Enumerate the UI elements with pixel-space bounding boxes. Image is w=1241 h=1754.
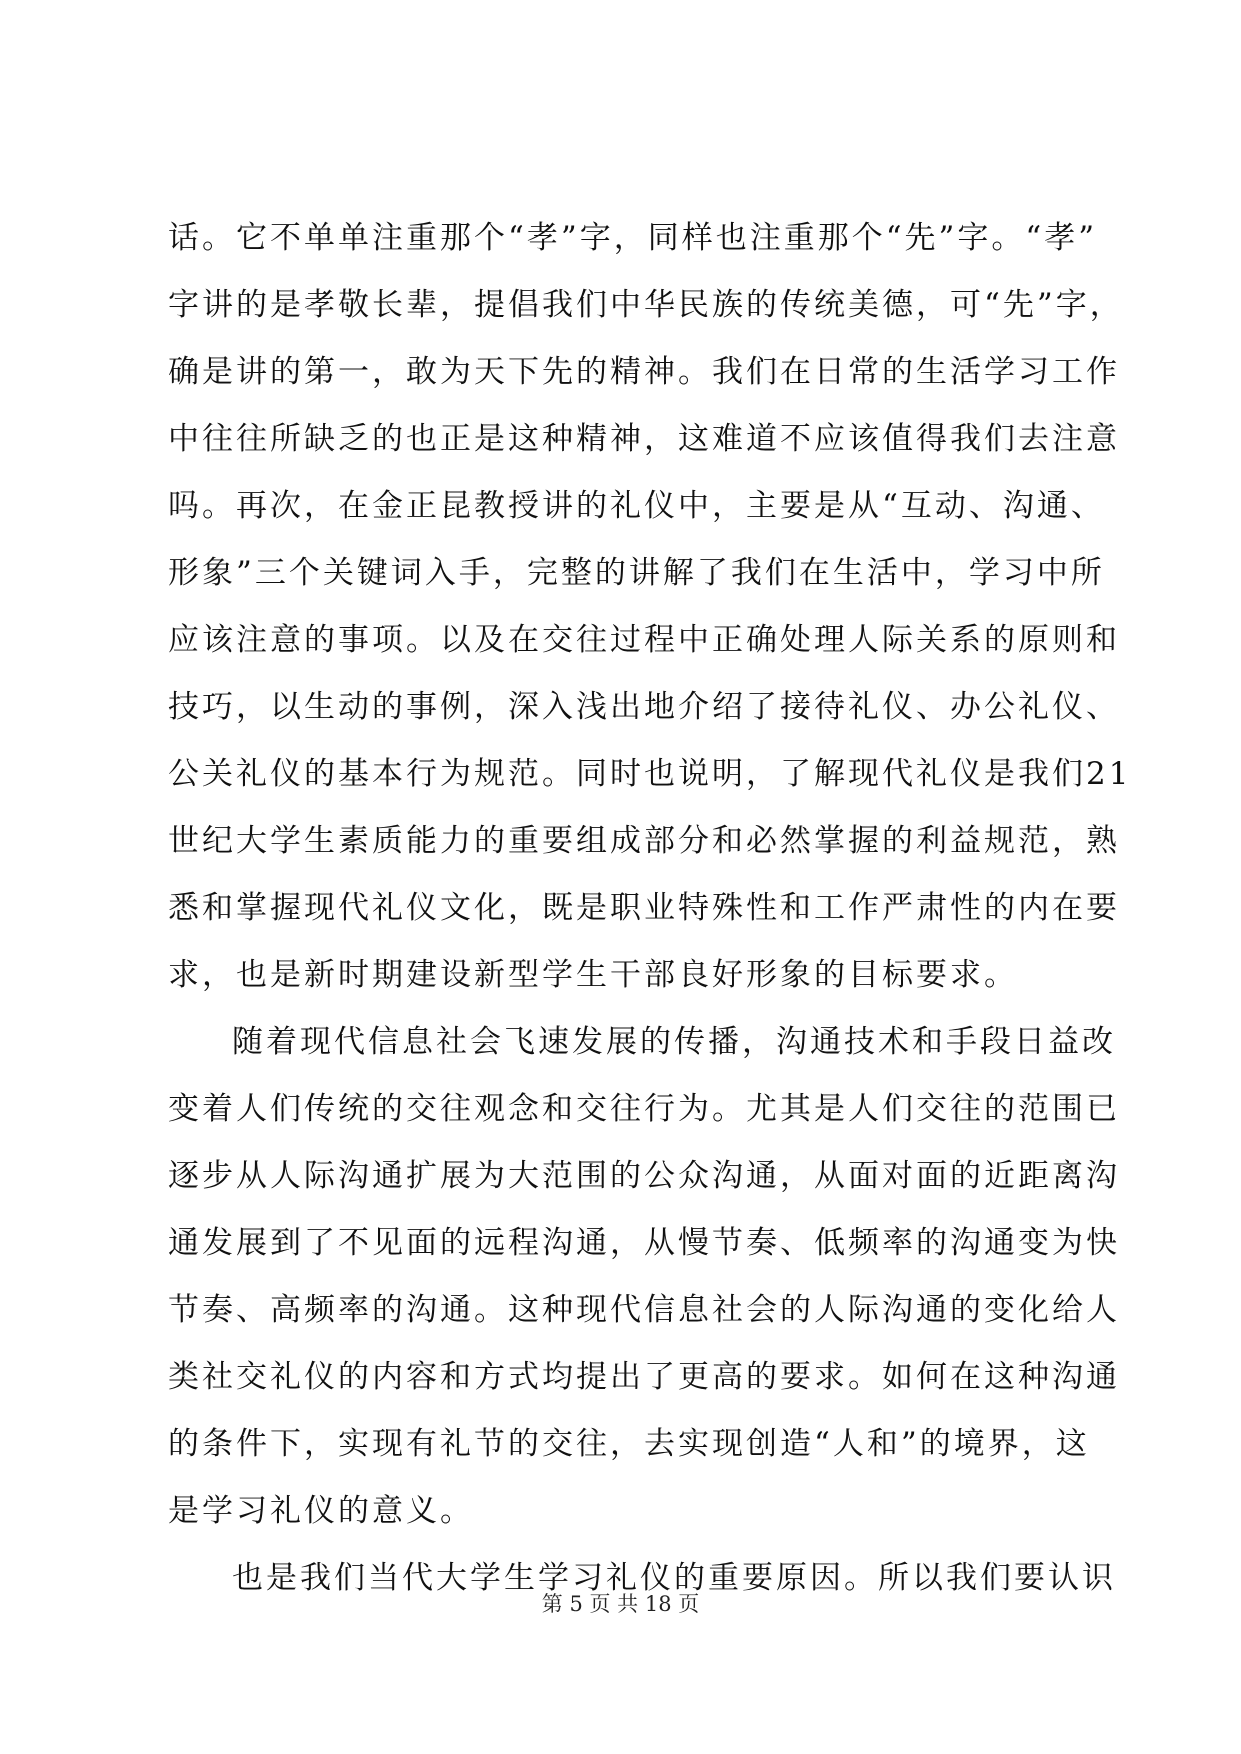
text-line: 节奏、高频率的沟通。这种现代信息社会的人际沟通的变化给人 bbox=[168, 1292, 1120, 1328]
text-line: 求，也是新时期建设新型学生干部良好形象的目标要求。 bbox=[168, 957, 1018, 993]
text-line: 随着现代信息社会飞速发展的传播，沟通技术和手段日益改 bbox=[232, 1024, 1116, 1060]
text-line: 确是讲的第一，敢为天下先的精神。我们在日常的生活学习工作 bbox=[168, 354, 1120, 390]
text-line: 中往往所缺乏的也正是这种精神，这难道不应该值得我们去注意 bbox=[168, 421, 1120, 457]
text-line: 技巧，以生动的事例，深入浅出地介绍了接待礼仪、办公礼仪、 bbox=[168, 689, 1120, 725]
text-line: 应该注意的事项。以及在交往过程中正确处理人际关系的原则和 bbox=[168, 622, 1120, 658]
text-line: 吗。再次，在金正昆教授讲的礼仪中，主要是从“互动、沟通、 bbox=[168, 488, 1105, 524]
text-line: 通发展到了不见面的远程沟通，从慢节奏、低频率的沟通变为快 bbox=[168, 1225, 1120, 1261]
text-line: 也是我们当代大学生学习礼仪的重要原因。所以我们要认识 bbox=[232, 1560, 1116, 1596]
text-line: 字讲的是孝敬长辈，提倡我们中华民族的传统美德，可“先”字， bbox=[168, 287, 1124, 323]
body-text bbox=[168, 205, 1132, 1612]
text-line: 形象”三个关键词入手，完整的讲解了我们在生活中，学习中所 bbox=[168, 555, 1105, 591]
text-line: 变着人们传统的交往观念和交往行为。尤其是人们交往的范围已 bbox=[168, 1091, 1120, 1127]
text-line: 逐步从人际沟通扩展为大范围的公众沟通，从面对面的近距离沟 bbox=[168, 1158, 1120, 1194]
text-line: 是学习礼仪的意义。 bbox=[168, 1493, 474, 1529]
page-footer: 第 5 页 共 18 页 bbox=[541, 1592, 700, 1616]
text-line: 公关礼仪的基本行为规范。同时也说明，了解现代礼仪是我们21 bbox=[168, 756, 1132, 792]
text-line: 类社交礼仪的内容和方式均提出了更高的要求。如何在这种沟通 bbox=[168, 1359, 1120, 1395]
text-line: 悉和掌握现代礼仪文化，既是职业特殊性和工作严肃性的内在要 bbox=[168, 890, 1120, 926]
text-line: 的条件下，实现有礼节的交往，去实现创造“人和”的境界，这 bbox=[168, 1426, 1090, 1462]
text-line: 话。它不单单注重那个“孝”字，同样也注重那个“先”字。“孝” bbox=[168, 220, 1098, 256]
text-line: 世纪大学生素质能力的重要组成部分和必然掌握的利益规范，熟 bbox=[168, 823, 1120, 859]
